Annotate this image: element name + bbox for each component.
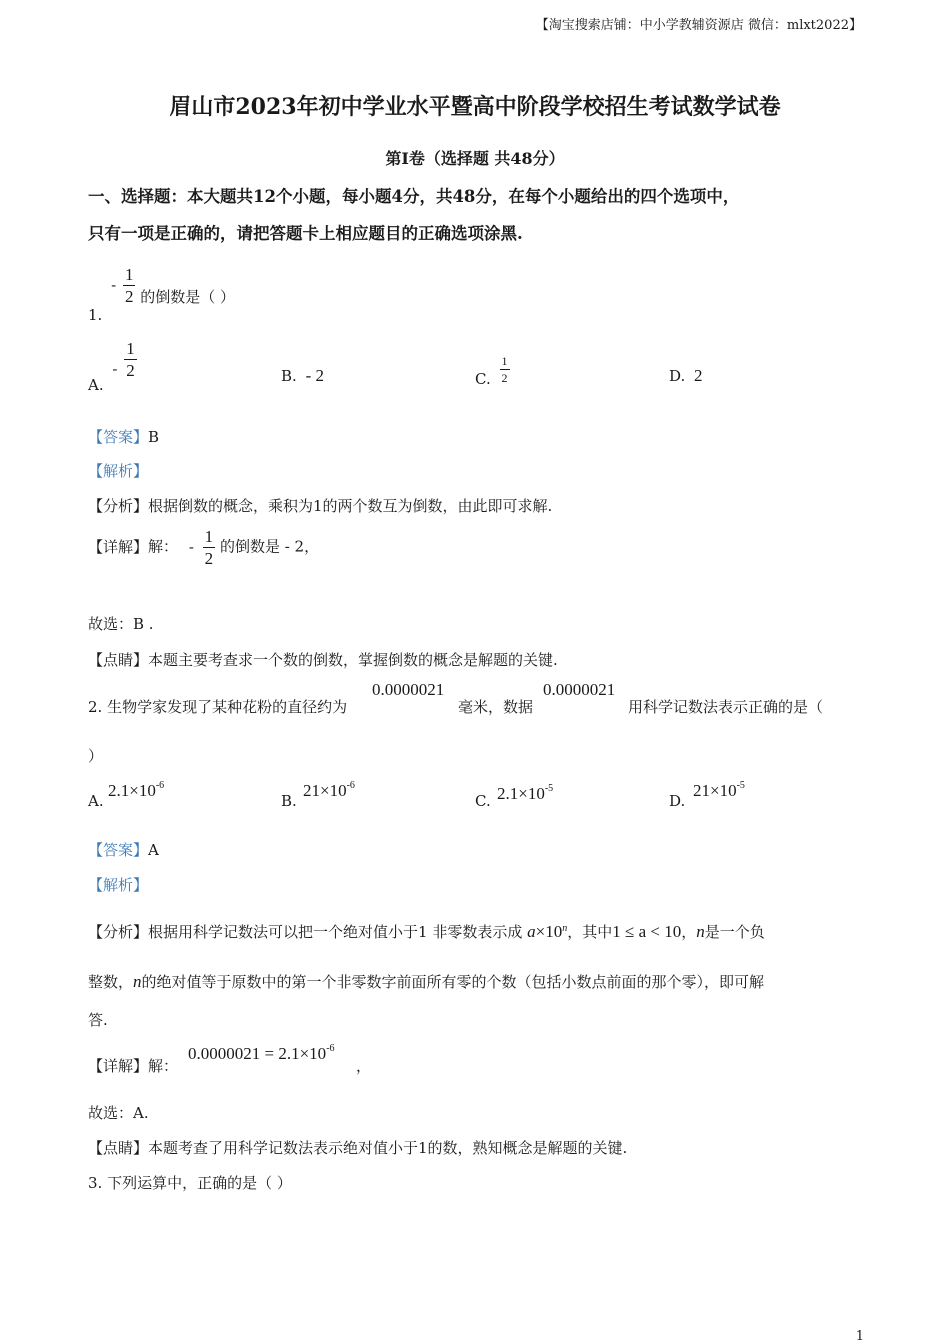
fraction-denominator: 2 [204,549,214,568]
q2-analysis-tag: 【解析】 [88,876,149,894]
q1-choose: 故选：B . [88,615,154,633]
option-label: B. [281,367,297,385]
fraction-denominator: 2 [126,361,135,380]
q2-option-d-label: D. [669,792,686,810]
q2-xiangjie-post: ， [356,1057,372,1075]
q1-answer [88,426,159,447]
page-header: 【淘宝搜索店铺：中小学教辅资源店 微信：mlxt2022】 [535,18,862,33]
q1-option-d [669,366,703,386]
math-var-n: n [696,922,705,941]
fraction-denominator: 2 [501,371,508,385]
fraction [500,355,510,384]
math-equation: 0.0000021 = 2.1×10 [188,1044,327,1063]
question-text: 的倒数是（ ） [140,287,236,306]
option-label: D. [669,367,686,385]
q2-fenxi-line3: 答. [88,1011,108,1029]
fraction [124,340,137,379]
math-base: 21×10 [693,781,737,800]
math-exponent: n [562,923,568,934]
q2-choose: 故选：A. [88,1104,149,1122]
xiangjie-pre: 解： [148,1057,179,1075]
math-var-n: n [133,972,142,991]
page-title: 眉山市2023年初中学业水平暨高中阶段学校招生考试数学试卷 [169,94,781,120]
q1-dianjing [88,649,558,670]
neg-sign: - [112,359,118,378]
answer-value: A [148,841,159,859]
option-label: C. [475,369,491,388]
question-number: 1. [88,305,103,324]
q2-xiangjie-equation [188,1043,335,1064]
question-2-text2: 毫米，数据 [458,698,534,716]
math-base: 21×10 [303,781,347,800]
answer-tag: 【答案】 [88,428,149,446]
q2-option-d-value [693,780,745,801]
neg-sign: - [111,275,117,294]
q2-option-b-value [303,780,355,801]
option-value: 2 [694,366,703,385]
fraction [123,266,136,305]
xiangjie-pre: 解： [148,537,179,556]
question-2-text4: ） [88,747,104,765]
math-base: 2.1×10 [108,781,156,800]
dianjing-text: 本题考查了用科学记数法表示绝对值小于1的数，熟知概念是解题的关键. [148,1139,628,1157]
math-base: 2.1×10 [497,784,545,803]
q2-option-a-value [108,780,164,801]
math-exponent: -6 [346,780,355,791]
q2-option-c-value [497,783,553,804]
xiangjie-tag: 【详解】 [88,537,149,556]
math-exponent: -5 [736,780,745,791]
answer-tag: 【答案】 [88,841,149,859]
q2-option-c-label: C. [475,792,491,810]
dianjing-tag: 【点睛】 [88,1139,149,1157]
math-times-ten: ×10 [535,922,563,941]
dianjing-tag: 【点睛】 [88,651,149,669]
q2-option-a-label: A. [88,792,104,810]
q1-analysis-tag: 【解析】 [88,462,149,480]
fenxi-text: 根据倒数的概念，乘积为1的两个数互为倒数，由此即可求解. [148,497,553,515]
fraction-denominator: 2 [124,287,134,306]
fenxi-text: 是一个负 [704,923,765,941]
math-exponent: -6 [326,1043,335,1054]
option-label: A. [88,375,104,394]
q1-fenxi [88,495,552,516]
answer-value: B [148,428,160,446]
question-3-stem: 3. 下列运算中，正确的是（ ） [88,1174,292,1192]
q2-xiangjie [88,1055,178,1076]
question-2-text1: 2. 生物学家发现了某种花粉的直径约为 [88,698,348,716]
section-heading-line1: 一、选择题：本大题共12个小题，每小题4分，共48分，在每个小题给出的四个选项中， [88,187,740,206]
q2-option-b-label: B. [281,792,297,810]
fenxi-tag: 【分析】 [88,497,149,515]
q1-option-c [475,354,510,388]
option-value: - 2 [305,366,324,385]
fraction-numerator: 1 [204,527,214,546]
question-1-stem [88,265,236,324]
q1-option-b [281,366,324,386]
q1-xiangjie [88,528,319,567]
volume-heading: 第I卷（选择题 共48分） [385,149,565,168]
fraction [203,528,216,567]
fenxi-text: 根据用科学记数法可以把一个绝对值小于1 非零数表示成 [148,923,523,941]
dianjing-text: 本题主要考查求一个数的倒数，掌握倒数的概念是解题的关键. [148,651,558,669]
fenxi-text: 的绝对值等于原数中的第一个非零数字前面所有零的个数（包括小数点前面的那个零），即可解 [141,973,765,991]
q2-fenxi-line1 [88,921,765,942]
fenxi-text: 整数， [88,973,134,991]
q1-option-a [88,339,137,394]
q2-answer [88,839,159,860]
fenxi-text: ，其中 [567,923,613,941]
page-number: 1 [855,1329,864,1344]
fraction-numerator: 1 [126,339,135,358]
fraction-numerator: 1 [501,354,508,368]
math-exponent: -6 [155,780,165,791]
fenxi-text: ， [681,923,697,941]
neg-sign: - [188,537,194,556]
q2-dianjing [88,1137,627,1158]
section-heading-line2: 只有一项是正确的，请把答题卡上相应题目的正确选项涂黑. [88,224,523,243]
question-2-value1: 0.0000021 [372,680,445,699]
math-var-a: a [527,922,536,941]
xiangjie-tag: 【详解】 [88,1057,149,1075]
question-2-value2: 0.0000021 [543,680,616,699]
math-range: 1 ≤ a < 10 [612,922,682,941]
fraction-numerator: 1 [124,265,134,284]
xiangjie-post: 的倒数是 - 2， [219,537,320,556]
fenxi-tag: 【分析】 [88,923,149,941]
math-exponent: -5 [544,783,554,794]
q2-fenxi-line2 [88,971,764,992]
question-2-text3: 用科学记数法表示正确的是（ [628,698,824,716]
